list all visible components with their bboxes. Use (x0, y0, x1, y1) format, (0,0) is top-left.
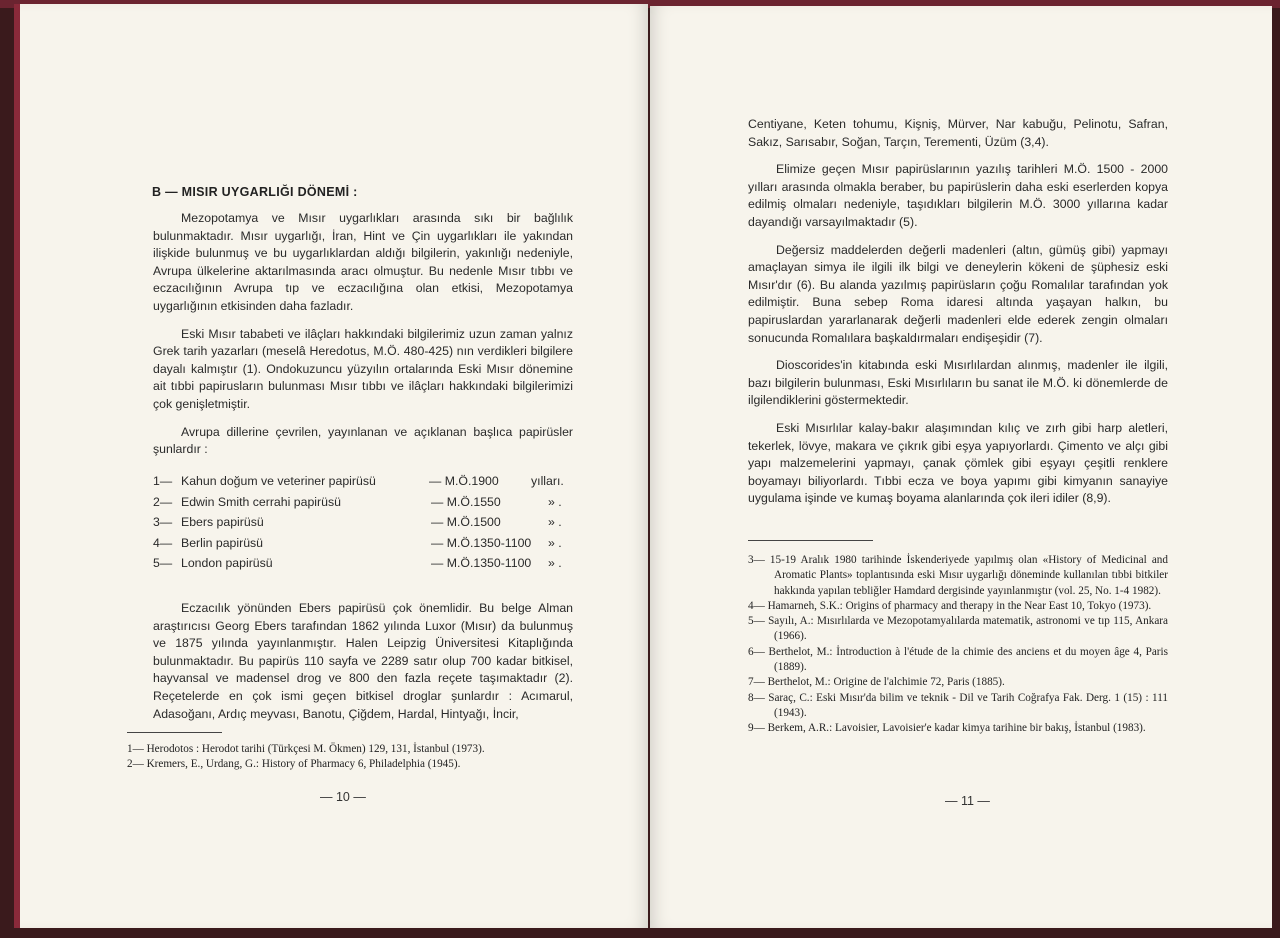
item-date: — M.Ö.1550 (431, 494, 501, 509)
item-name: Berlin papirüsü (181, 535, 264, 550)
footnotes (127, 742, 567, 773)
item-number: 1— (153, 474, 173, 488)
paragraph: Değersiz maddelerden değerli madenleri (altın, gümüş gibi) yapmayı amaçlayan simya ile ilgili ilk bilgi ve deneylerin kökeni de şüphesiz eski Mısır'dır (6). Bu alanda yazılmış papirüsların çoğu Romalılar tarafından yok edilmiştir. Buna sebep Roma idaresi altında yaşayan halkın, bu papiruslardan yararlanarak değerli madenleri elde ederek zengin olmaları sonucunda Romalılara başkaldırmaları endişeşidir (7). (748, 242, 1168, 345)
body-text (748, 116, 1168, 518)
page-number: — 10 — (320, 790, 366, 804)
item-suffix: » . (548, 535, 562, 550)
item-name: Ebers papirüsü (181, 515, 264, 529)
item-date: — M.Ö.1500 (431, 515, 501, 529)
body-text-bottom (153, 600, 573, 733)
list-item (153, 536, 578, 557)
paragraph: Avrupa dillerine çevrilen, yayınlanan ve açıklanan başlıca papirüsler şunlardır : (153, 424, 573, 457)
footnote-divider (748, 540, 873, 541)
item-date: — M.Ö.1350-1100 (431, 556, 532, 570)
page-number: — 11 — (945, 794, 990, 808)
right-page (650, 6, 1272, 928)
list-item (153, 515, 578, 536)
footnotes (748, 553, 1168, 737)
item-date: — M.Ö.1900 (429, 474, 499, 488)
footnote: 2— Kremers, E., Urdang, G.: History of Pharmacy 6, Philadelphia (1945). (127, 758, 461, 771)
item-name: London papirüsü (181, 556, 273, 570)
papyri-list (153, 474, 578, 577)
footnote: 8— Saraç, C.: Eski Mısır'da bilim ve teknik - Dil ve Tarih Coğrafya Fak. Derg. 1 (15) : 111 (1943). (748, 691, 1168, 719)
item-suffix: yılları. (531, 474, 564, 488)
item-number: 3— (153, 515, 173, 529)
paragraph: Eski Mısırlılar kalay-bakır alaşımından kılıç ve zırh gibi harp aletleri, tekerlek, lövye, makara ve çıkrık gibi eşya yapıyorlardı. Çimento ve alçı gibi yapı malzemelerini yapmayı, çanak çömlek gibi eşyayı çeşitli renklere boyamayı biliyorlardı. Tıbbi ecza ve boya yapımı gibi kimyanın sanayiye uygulama işinde ve kumaş boyama alanlarında çok ileri idiler (8,9). (748, 420, 1168, 506)
paragraph: Centiyane, Keten tohumu, Kişniş, Mürver, Nar kabuğu, Pelinotu, Safran, Sakız, Sarısabır, Soğan, Tarçın, Terementi, Üzüm (3,4). (748, 117, 1168, 149)
footnote: 3— 15-19 Aralık 1980 tarihinde İskenderiyede yapılmış olan «History of Medicinal and Aromatic Plants» toplantısında eski Mısır uygarlığı döneminde kullanılan tıbbi bitkiler hakkında yapılan tebliğler Hamdard dergisinde yayınlanmıştır (vol. 25, No. 1-4 1982). (748, 554, 1168, 597)
item-suffix: » . (548, 494, 562, 509)
item-number: 2— (153, 494, 173, 509)
paragraph: Mezopotamya ve Mısır uygarlıkları arasında sıkı bir bağlılık bulunmaktadır. Mısır uygarlığı, İran, Hint ve Çin uygarlıkları ile yakından ilişkide bulunmuş ve bu uygarlıklardan aldığı bilgilerin, yakınlığı nedeniyle, Avrupa ülkelerine aktarılmasında aracı olmuştur. Bu nedenle Mısır tıbbı ve eczacılığının Avrupa tıp ve eczacılığına olan etkisi, Mezopotamya uygarlığının etkisinden daha fazladır. (153, 211, 573, 313)
footnote: 9— Berkem, A.R.: Lavoisier, Lavoisier'e kadar kimya tarihine bir bakış, İstanbul (1983). (748, 722, 1146, 735)
footnote: 1— Herodotos : Herodot tarihi (Türkçesi M. Ökmen) 129, 131, İstanbul (1973). (127, 743, 485, 755)
footnote: 5— Sayılı, A.: Mısırlılarda ve Mezopotamyalılarda matematik, astronomi ve tıp 115, Ankara (1966). (748, 615, 1168, 643)
list-item (153, 495, 578, 516)
paragraph: Eczacılık yönünden Ebers papirüsü çok önemlidir. Bu belge Alman araştırıcısı Georg Ebers tarafından 1862 yılında Luxor (Mısır) da bulunmuş ve 1875 yılında yayınlanmıştır. Halen Leipzig Üniversitesi Kitaplığında bulunmaktadır. Bu papirüs 110 sayfa ve 2289 satır olup 700 kadar bitkisel, hayvansal ve madensel drog ve 800 den fazla reçete taşımaktadır (2). Reçetelerde en çok ismi geçen bitkisel droglar şunlardır : Acımarul, Adasoğanı, Ardıç meyvası, Banotu, Çiğdem, Hardal, Hintyağı, İncir, (153, 601, 573, 721)
paragraph: Eski Mısır tababeti ve ilâçları hakkındaki bilgilerimiz uzun zaman yalnız Grek tarih yazarları (meselâ Heredotus, M.Ö. 480-425) nın verdikleri bilgilere dayalı kalmıştır (1). Ondokuzuncu yüzyılın ortalarında Eski Mısır dönemine ait tıbbi papirusların bulunması Mısır tıbbı ve ilâçları hakkındaki bilgilerimizi çok genişletmiştir. (153, 326, 573, 411)
item-date: — M.Ö.1350-1100 (431, 535, 532, 550)
paragraph: Elimize geçen Mısır papirüslarının yazılış tarihleri M.Ö. 1500 - 2000 yılları arasında olmakla beraber, bu papirüslerin daha eski eserlerden kopya edilmiş olmaları nedeniyle, taşıdıkları bilgilerin M.Ö. 3000 yıllarına kadar dayandığı varsayılmaktadır (5). (748, 162, 1168, 229)
list-item (153, 556, 578, 577)
footnote: 7— Berthelot, M.: Origine de l'alchimie 72, Paris (1885). (748, 676, 1005, 689)
list-item (153, 474, 578, 495)
item-name: Kahun doğum ve veteriner papirüsü (181, 474, 376, 488)
footnote: 4— Hamarneh, S.K.: Origins of pharmacy and therapy in the Near East 10, Tokyo (1973). (748, 599, 1152, 612)
footnote-divider (127, 732, 222, 733)
footnote: 6— Berthelot, M.: İntroduction à l'étude de la chimie des anciens et du moyen âge 4, Paris (1889). (748, 645, 1168, 674)
section-heading: B — MISIR UYGARLIĞI DÖNEMİ : (152, 185, 358, 199)
item-number: 4— (153, 535, 173, 550)
body-text-top (153, 210, 573, 469)
item-suffix: » . (548, 556, 562, 570)
item-suffix: » . (548, 515, 562, 529)
paragraph: Dioscorides'in kitabında eski Mısırlılardan alınmış, madenler ile ilgili, bazı bilgilerin bulunması, Eski Mısırlıların bu sanat ile M.Ö. ki dönemlerde de ilgilendiklerini göstermektedir. (748, 358, 1168, 408)
item-number: 5— (153, 556, 173, 570)
item-name: Edwin Smith cerrahi papirüsü (181, 494, 341, 509)
left-page (14, 4, 648, 928)
